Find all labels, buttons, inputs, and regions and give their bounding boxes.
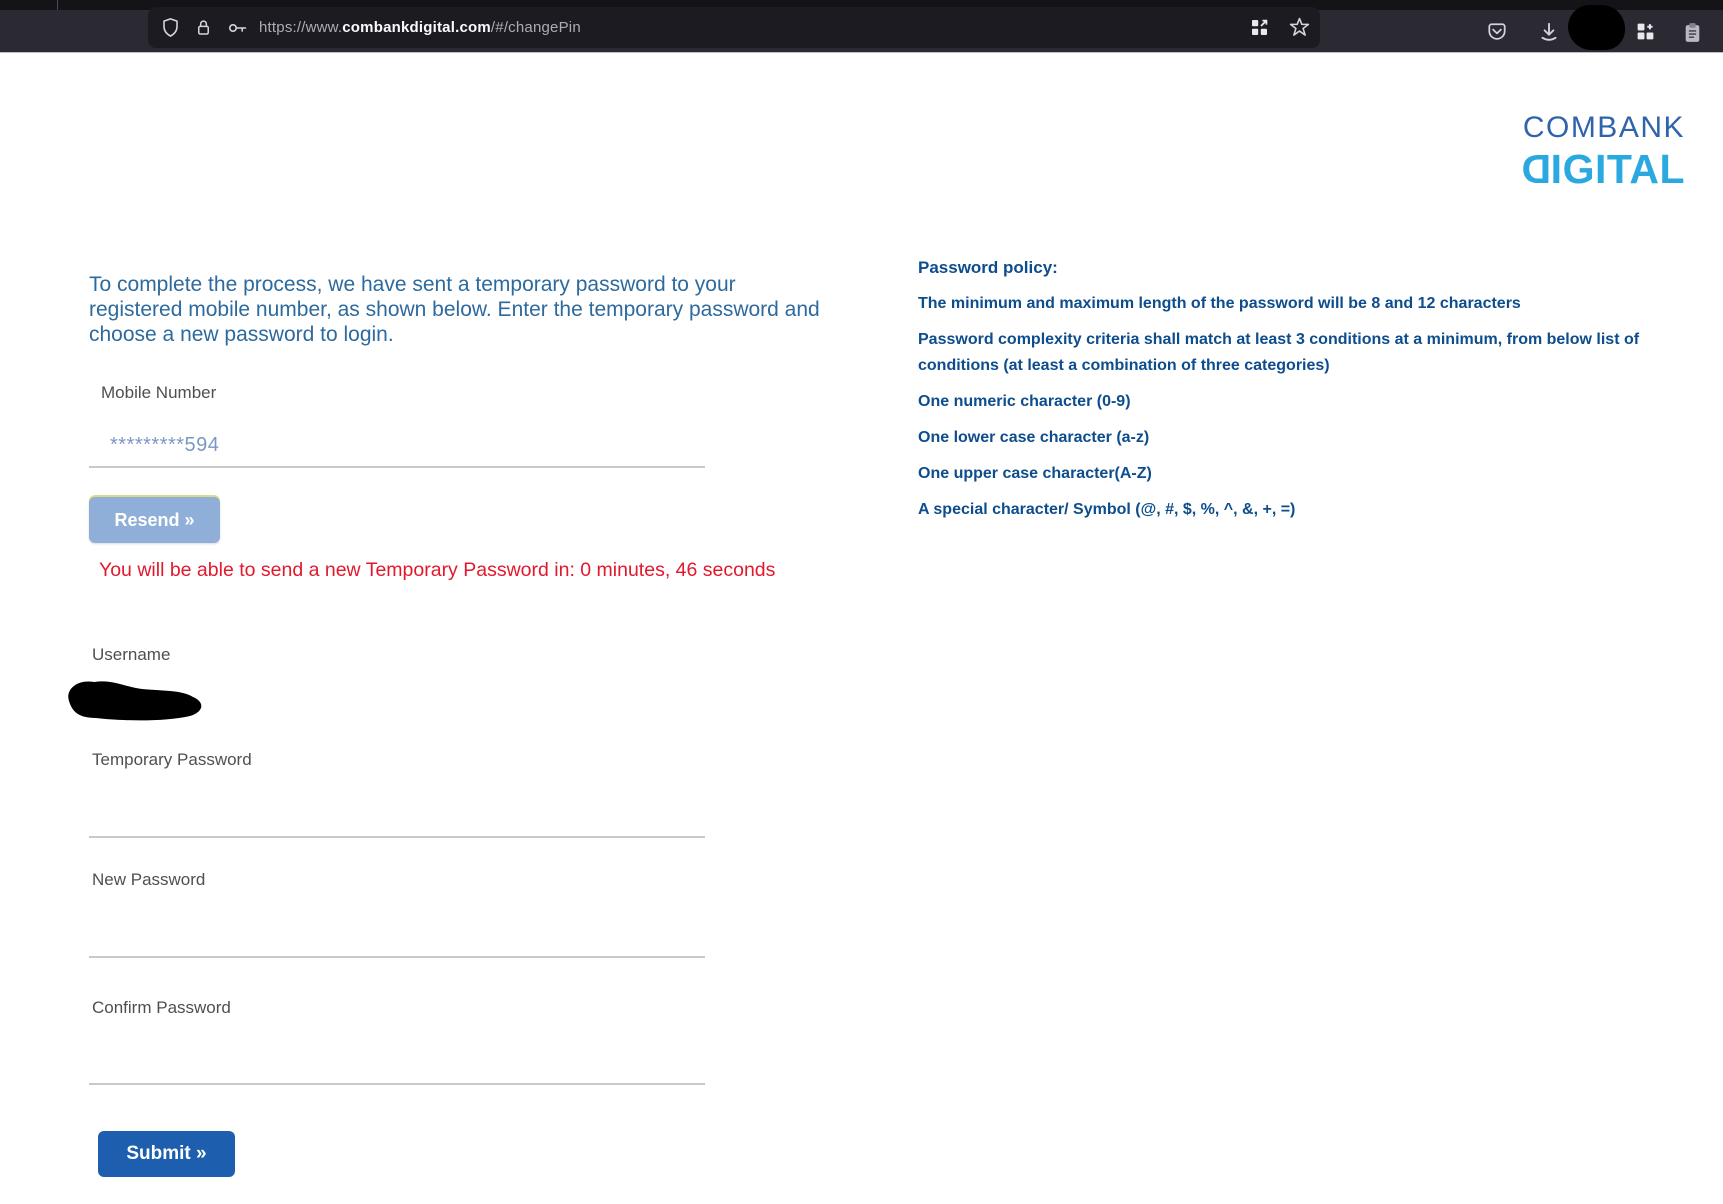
combank-digital-logo: [1521, 113, 1685, 190]
clipboard-icon[interactable]: [1681, 21, 1704, 44]
logo-combank-text: COMBANK: [1522, 111, 1685, 144]
mobile-number-label: Mobile Number: [101, 383, 217, 402]
extensions-icon[interactable]: [1635, 21, 1656, 42]
submit-button[interactable]: Submit »: [98, 1131, 235, 1177]
download-icon[interactable]: [1538, 21, 1560, 43]
policy-item: One lower case character (a-z): [918, 429, 1150, 446]
intro-paragraph: To complete the process, we have sent a temporary password to your registered mobile number, as shown below. Enter the temporary password and choose a new password to login.: [89, 273, 820, 346]
policy-item: The minimum and maximum length of the password will be 8 and 12 characters: [918, 295, 1521, 312]
confirm-password-label: Confirm Password: [92, 998, 231, 1017]
new-password-label: New Password: [92, 870, 206, 889]
browser-toolbar: [0, 0, 1723, 53]
url-text[interactable]: [259, 19, 581, 36]
logo-digital-text: DIGITAL: [1520, 146, 1685, 192]
logo-mirrored-d: D: [1520, 146, 1551, 192]
url-path: /#/changePin: [490, 19, 581, 36]
mobile-number-field[interactable]: [89, 425, 705, 468]
page-content: [0, 53, 1723, 1204]
url-domain: combankdigital.com: [342, 19, 491, 36]
address-bar[interactable]: [148, 7, 1320, 48]
new-password-field[interactable]: [89, 918, 705, 958]
countdown-message: You will be able to send a new Temporary Password in: 0 minutes, 46 seconds: [99, 559, 776, 581]
policy-item: A special character/ Symbol (@, #, $, %, ^, &, +, =): [918, 501, 1296, 518]
password-policy-title: Password policy:: [918, 258, 1058, 277]
confirm-password-field[interactable]: [89, 1045, 705, 1085]
temporary-password-field[interactable]: [89, 798, 705, 838]
account-avatar[interactable]: [1568, 5, 1625, 50]
shortcuts-icon[interactable]: [1250, 18, 1269, 37]
key-icon[interactable]: [227, 17, 249, 39]
temporary-password-label: Temporary Password: [92, 750, 252, 769]
policy-item: Password complexity criteria shall match at least 3 conditions at a minimum, from below list of conditions (at least a combination of three categories): [918, 331, 1640, 374]
username-redaction-scribble: [62, 673, 210, 725]
resend-button[interactable]: Resend »: [89, 497, 220, 543]
policy-item: One upper case character(A-Z): [918, 465, 1152, 482]
lock-icon[interactable]: [194, 18, 213, 37]
tab-divider: [57, 0, 58, 10]
bookmark-star-icon[interactable]: [1289, 17, 1310, 38]
password-policy-panel: [918, 255, 1663, 533]
username-label: Username: [92, 645, 171, 664]
policy-item: One numeric character (0-9): [918, 393, 1131, 410]
pocket-icon[interactable]: [1486, 21, 1508, 43]
url-scheme: https://www.: [259, 19, 343, 36]
shield-icon[interactable]: [160, 17, 181, 38]
